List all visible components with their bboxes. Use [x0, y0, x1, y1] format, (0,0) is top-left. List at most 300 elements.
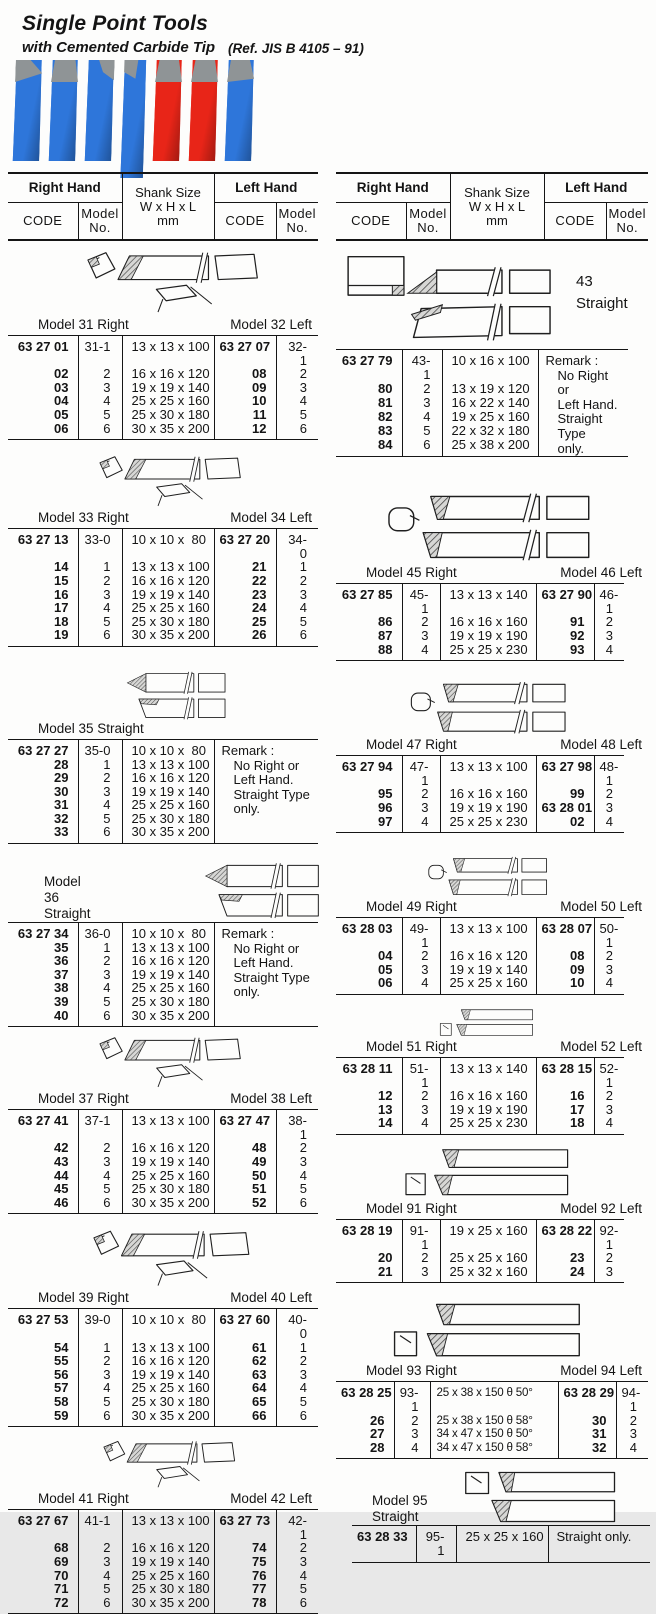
model-no-cell: 43-1 [402, 350, 442, 383]
shank-size-cell: 30 x 35 x 200 [122, 1196, 214, 1214]
code-cell: 24 [536, 1265, 594, 1283]
remark-line: No Right or [233, 757, 300, 773]
code-cell: 16 [536, 1089, 594, 1103]
code-cell: 42 [54, 1140, 69, 1156]
shank-size-cell: 13 x 13 x 100 [122, 1341, 214, 1355]
code-cell: 80 [378, 381, 393, 397]
shank-size-cell: 34 x 47 x 150 θ 58° [430, 1441, 558, 1459]
table-row [8, 336, 318, 368]
model-section [336, 1007, 648, 1135]
section-label: Model 35 Straight [38, 720, 144, 736]
tool-sketch [336, 249, 566, 349]
model-no-cell: 40-0 [276, 1309, 318, 1341]
model-no-cell: 2 [594, 1251, 624, 1265]
model-no-cell: 36-0 [78, 923, 122, 941]
section-label: Model 95 Straight [372, 1493, 428, 1525]
model-section [336, 487, 648, 661]
remark-line: Left Hand. [233, 955, 294, 971]
code-cell: 63 27 41 [17, 1113, 69, 1129]
code-cell: 09 [536, 963, 594, 977]
code-cell: 16 [54, 586, 69, 602]
code-cell: 63 28 29 [558, 1382, 616, 1414]
model-no-cell: 2 [78, 1354, 122, 1368]
model-no-cell: 32-1 [276, 336, 318, 368]
code-cell: 28 [54, 756, 69, 772]
model-no-cell: 3 [402, 963, 440, 977]
model-no-cell: 6 [78, 1596, 122, 1614]
code-cell: 26 [214, 628, 276, 646]
table-row [336, 1265, 624, 1283]
table-row [8, 1569, 318, 1583]
model-no-cell: 2 [594, 615, 624, 629]
model-section [8, 1226, 318, 1427]
tool-sketch [8, 1226, 308, 1290]
code-cell: 92 [536, 629, 594, 643]
spec-table [8, 528, 318, 647]
model-no-cell: 2 [594, 787, 624, 801]
table-row [336, 629, 624, 643]
code-cell: 63 27 27 [17, 742, 69, 758]
model-no-cell: 6 [276, 1196, 318, 1214]
shank-size-cell: 13 x 13 x 100 [122, 336, 214, 368]
model-no-cell: 6 [78, 422, 122, 440]
code-cell: 63 27 98 [536, 756, 594, 788]
code-cell: 18 [54, 613, 69, 629]
model-no-cell: 2 [276, 1141, 318, 1155]
model-no-cell: 1 [78, 941, 122, 955]
shank-size-cell: 13 x 13 x 100 [440, 918, 536, 950]
code-cell: 93 [536, 643, 594, 661]
shank-size-cell: 19 x 19 x 140 [122, 968, 214, 982]
table-row [336, 1441, 648, 1459]
shank-size-cell: 16 x 16 x 120 [122, 1354, 214, 1368]
model-no-cell: 35-0 [78, 739, 122, 757]
model-no-cell: 50-1 [594, 918, 624, 950]
model-no-cell: 31-1 [78, 336, 122, 368]
tool-sketch [8, 1033, 308, 1091]
model-no-cell: 5 [276, 615, 318, 629]
code-cell: 51 [214, 1182, 276, 1196]
model-no-cell: 34-0 [276, 529, 318, 561]
model-no-cell: 6 [402, 438, 442, 457]
table-row [336, 1382, 648, 1414]
shank-size-cell: 16 x 16 x 120 [440, 949, 536, 963]
standard-reference: (Ref. JIS B 4105 – 91) [228, 41, 364, 56]
model-no-cell: 5 [78, 995, 122, 1009]
spec-table [8, 1308, 318, 1427]
model-no-cell: 2 [402, 615, 440, 629]
code-cell: 63 27 34 [17, 926, 69, 942]
model-no-header: Model No. [276, 203, 318, 241]
model-no-cell: 5 [78, 1582, 122, 1596]
section-label-right-hand: Model 33 Right [38, 510, 129, 526]
code-cell: 69 [54, 1553, 69, 1569]
code-cell: 63 27 85 [341, 587, 393, 603]
tool-bit-photo [84, 60, 115, 161]
shank-size-cell: 10 x 10 x 80 [122, 1309, 214, 1341]
code-cell: 59 [54, 1407, 69, 1423]
model-no-cell: 6 [276, 1409, 318, 1427]
code-cell: 13 [378, 1101, 393, 1117]
model-no-cell: 4 [276, 1569, 318, 1583]
code-cell: 06 [378, 975, 393, 991]
code-cell: 64 [214, 1381, 276, 1395]
section-label-right-hand: Model 51 Right [366, 1039, 457, 1055]
code-cell: 30 [558, 1414, 616, 1428]
tool-bit-photo-row [14, 60, 253, 178]
shank-size-cell: 16 x 16 x 120 [122, 367, 214, 381]
table-row [336, 1414, 648, 1428]
model-no-cell: 6 [78, 1196, 122, 1214]
table-row [8, 1510, 318, 1542]
shank-size-cell: 30 x 35 x 200 [122, 1596, 214, 1614]
shank-size-cell: 19 x 19 x 140 [122, 1155, 214, 1169]
code-cell: 63 28 07 [536, 918, 594, 950]
code-cell: 63 27 01 [17, 339, 69, 354]
code-cell: 88 [378, 641, 393, 657]
model-no-cell: 3 [78, 588, 122, 602]
model-no-header: Model No. [406, 203, 450, 241]
remark-line: only. [233, 801, 260, 817]
section-label-left-hand: Model 46 Left [560, 565, 642, 581]
page-title: Single Point Tools [22, 12, 208, 35]
model-no-cell: 5 [78, 615, 122, 629]
model-no-cell: 39-0 [78, 1309, 122, 1341]
model-no-cell: 37-1 [78, 1110, 122, 1142]
code-cell: 19 [54, 627, 69, 643]
shank-size-cell: 25 x 25 x 160 [122, 1381, 214, 1395]
code-cell: 77 [214, 1582, 276, 1596]
model-no-cell: 33-0 [78, 529, 122, 561]
table-row [8, 1309, 318, 1341]
table-row [8, 1354, 318, 1368]
code-cell: 28 [370, 1439, 385, 1455]
model-no-cell: 4 [402, 815, 440, 833]
section-label-left-hand: Model 40 Left [230, 1290, 312, 1306]
code-cell: 56 [54, 1366, 69, 1382]
table-row [336, 949, 624, 963]
code-cell: 96 [378, 799, 393, 815]
table-row [336, 1220, 624, 1252]
code-cell: 63 28 03 [341, 921, 393, 937]
shank-size-cell: 16 x 16 x 120 [122, 574, 214, 588]
code-cell: 63 27 67 [17, 1513, 69, 1529]
tool-sketch [336, 853, 636, 899]
shank-size-cell: 25 x 30 x 180 [122, 1395, 214, 1409]
code-cell: 70 [54, 1567, 69, 1583]
section-label: Model 36 Straight [44, 874, 91, 922]
code-cell: 55 [54, 1353, 69, 1369]
table-row [336, 1103, 624, 1117]
model-no-cell: 5 [402, 424, 442, 438]
section-label-right-hand: Model 39 Right [38, 1290, 129, 1306]
model-section [336, 1299, 648, 1459]
left-hand-header: Left Hand [214, 173, 318, 203]
table-row [352, 1526, 650, 1562]
code-cell: 72 [54, 1594, 69, 1610]
table-row [8, 1541, 318, 1555]
section-label-left-hand: Model 94 Left [560, 1363, 642, 1379]
model-no-cell: 91-1 [402, 1220, 440, 1252]
model-no-cell: 48-1 [594, 756, 624, 788]
remark-line: Remark : [545, 353, 599, 368]
shank-size-cell: 25 x 25 x 230 [440, 643, 536, 661]
spec-table [336, 1381, 648, 1459]
code-cell: 61 [214, 1341, 276, 1355]
table-row [8, 574, 318, 588]
section-label-right-hand: Model 37 Right [38, 1091, 129, 1107]
shank-size-cell: 19 x 19 x 190 [440, 1103, 536, 1117]
table-row [8, 615, 318, 629]
code-cell: 87 [378, 627, 393, 643]
code-cell: 63 [214, 1368, 276, 1382]
model-no-cell: 5 [276, 408, 318, 422]
code-cell: 08 [214, 367, 276, 381]
model-no-cell: 2 [402, 1251, 440, 1265]
shank-size-cell: 10 x 10 x 80 [122, 739, 214, 757]
code-cell: 21 [214, 560, 276, 574]
tool-sketch [8, 247, 308, 317]
table-row [336, 584, 624, 616]
shank-size-cell: 25 x 30 x 180 [122, 995, 214, 1009]
tool-bit-photo [12, 60, 43, 161]
code-cell: 24 [214, 601, 276, 615]
model-no-cell: 2 [78, 1541, 122, 1555]
model-no-cell: 3 [402, 1103, 440, 1117]
remark-line: Remark : [221, 742, 275, 758]
model-no-cell: 3 [594, 801, 624, 815]
code-cell: 63 27 07 [214, 336, 276, 368]
model-no-cell: 4 [78, 1569, 122, 1583]
section-label-left-hand: Model 48 Left [560, 737, 642, 753]
table-row [8, 1596, 318, 1614]
model-no-cell: 3 [594, 1103, 624, 1117]
model-no-cell: 6 [78, 825, 122, 843]
shank-size-cell: 30 x 35 x 200 [122, 628, 214, 646]
model-no-cell: 46-1 [594, 584, 624, 616]
model-no-cell: 4 [276, 394, 318, 408]
table-row [336, 350, 628, 383]
code-cell: 12 [378, 1088, 393, 1104]
remark-cell [214, 923, 318, 1027]
code-cell: 63 28 22 [536, 1220, 594, 1252]
model-no-cell: 47-1 [402, 756, 440, 788]
tool-sketch [336, 487, 636, 565]
code-cell: 40 [54, 1007, 69, 1023]
model-no-cell: 2 [594, 949, 624, 963]
shank-size-cell: 13 x 13 x 100 [122, 1110, 214, 1142]
model-no-cell: 4 [276, 601, 318, 615]
code-cell: 23 [214, 588, 276, 602]
table-row [8, 1409, 318, 1427]
code-cell: 99 [536, 787, 594, 801]
code-cell: 81 [378, 395, 393, 411]
shank-size-cell: 30 x 35 x 200 [122, 422, 214, 440]
model-no-cell: 49-1 [402, 918, 440, 950]
carbide-tip [51, 60, 79, 82]
code-cell: 75 [214, 1555, 276, 1569]
note-cell: Straight only. [548, 1526, 650, 1562]
code-cell: 08 [536, 949, 594, 963]
shank-size-cell: 16 x 22 x 140 [442, 396, 538, 410]
code-cell: 68 [54, 1540, 69, 1556]
code-cell: 71 [54, 1581, 69, 1597]
model-no-cell: 3 [402, 1265, 440, 1283]
shank-size-cell: 25 x 25 x 160 [122, 1169, 214, 1183]
model-no-cell: 3 [276, 1555, 318, 1569]
shank-size-cell: 13 x 13 x 100 [440, 756, 536, 788]
model-no-cell: 3 [594, 963, 624, 977]
column-header-table [336, 172, 648, 241]
code-cell: 15 [54, 572, 69, 588]
code-cell: 23 [536, 1251, 594, 1265]
table-row [8, 1141, 318, 1155]
code-cell: 39 [54, 994, 69, 1010]
shank-size-cell: 16 x 16 x 120 [122, 954, 214, 968]
model-no-cell: 3 [402, 801, 440, 815]
shank-size-cell: 19 x 25 x 160 [440, 1220, 536, 1252]
model-section [8, 1437, 318, 1614]
section-label-right-hand: Model 93 Right [366, 1363, 457, 1379]
model-no-cell: 3 [78, 1368, 122, 1382]
table-row [8, 1555, 318, 1569]
code-cell: 57 [54, 1380, 69, 1396]
shank-size-cell: 30 x 35 x 200 [122, 1409, 214, 1427]
model-section [336, 1469, 648, 1562]
model-section [336, 853, 648, 995]
model-no-cell: 5 [78, 408, 122, 422]
shank-size-cell: 19 x 19 x 190 [440, 801, 536, 815]
table-row [336, 1089, 624, 1103]
table-row [336, 918, 624, 950]
tool-bit-photo [120, 60, 147, 178]
section-label-right-hand: Model 49 Right [366, 899, 457, 915]
code-cell: 58 [54, 1393, 69, 1409]
shank-size-cell: 25 x 25 x 160 [122, 1569, 214, 1583]
code-cell: 46 [54, 1194, 69, 1210]
model-no-cell: 1 [78, 560, 122, 574]
code-cell: 52 [214, 1196, 276, 1214]
code-header: CODE [23, 213, 63, 228]
model-no-cell: 4 [276, 1381, 318, 1395]
code-cell: 02 [536, 815, 594, 833]
model-no-cell: 95-1 [416, 1526, 456, 1562]
tool-sketch [8, 669, 308, 721]
model-no-cell: 4 [616, 1441, 648, 1459]
shank-size-cell: 25 x 30 x 180 [122, 1182, 214, 1196]
remark-line: Straight Type [557, 411, 603, 441]
section-label-left-hand: Model 50 Left [560, 899, 642, 915]
shank-size-cell: 25 x 25 x 230 [440, 1116, 536, 1134]
model-no-cell: 3 [78, 785, 122, 799]
shank-size-cell: 13 x 13 x 100 [122, 1510, 214, 1542]
code-cell: 63 28 25 [341, 1385, 392, 1401]
model-no-cell: 3 [402, 629, 440, 643]
code-cell: 76 [214, 1569, 276, 1583]
shank-size-cell: 19 x 19 x 140 [440, 963, 536, 977]
model-section [8, 1033, 318, 1214]
model-no-cell: 6 [78, 628, 122, 646]
shank-size-cell: 25 x 30 x 180 [122, 615, 214, 629]
model-no-cell: 6 [276, 422, 318, 440]
model-no-cell: 3 [276, 1368, 318, 1382]
shank-size-header: Shank Size W x H x L mm [122, 173, 214, 240]
model-no-cell: 5 [276, 1182, 318, 1196]
model-no-cell: 2 [276, 1541, 318, 1555]
model-no-cell: 4 [78, 1381, 122, 1395]
table-row [336, 615, 624, 629]
table-row [8, 1582, 318, 1596]
code-cell: 29 [54, 770, 69, 786]
model-no-cell: 3 [276, 1155, 318, 1169]
table-row [8, 1395, 318, 1409]
table-row [8, 381, 318, 395]
code-cell: 35 [54, 939, 69, 955]
model-no-cell: 38-1 [276, 1110, 318, 1142]
model-no-cell: 2 [594, 1089, 624, 1103]
model-no-cell: 2 [616, 1414, 648, 1428]
table-row [8, 1196, 318, 1214]
model-no-cell: 92-1 [594, 1220, 624, 1252]
table-row [8, 1381, 318, 1395]
model-section [8, 669, 318, 844]
shank-size-cell: 13 x 13 x 100 [122, 758, 214, 772]
remark-line: Left Hand. [233, 772, 294, 788]
spec-table [8, 739, 318, 844]
model-no-cell: 4 [78, 798, 122, 812]
code-cell: 63 27 79 [341, 353, 393, 368]
shank-size-cell: 19 x 25 x 160 [442, 410, 538, 424]
model-no-cell: 1 [276, 560, 318, 574]
table-row [8, 1368, 318, 1382]
code-cell: 63 28 11 [342, 1061, 393, 1077]
carbide-tip [191, 60, 219, 82]
model-section [336, 677, 648, 833]
carbide-tip [155, 60, 183, 82]
code-cell: 43 [54, 1154, 69, 1169]
model-no-cell: 4 [78, 981, 122, 995]
remark-line: only. [233, 984, 260, 1000]
tool-sketch [8, 452, 308, 510]
shank-size-cell: 25 x 25 x 160 [440, 976, 536, 994]
shank-size-cell: 25 x 32 x 160 [440, 1265, 536, 1283]
code-cell: 25 [214, 615, 276, 629]
shank-size-cell: 16 x 16 x 120 [122, 1141, 214, 1155]
tool-sketch [8, 1437, 308, 1491]
table-row [8, 628, 318, 646]
spec-table [8, 922, 318, 1027]
code-cell: 44 [54, 1167, 69, 1183]
model-section [8, 247, 318, 440]
table-row [8, 394, 318, 408]
table-row [336, 787, 624, 801]
shank-size-cell: 25 x 38 x 150 θ 58° [430, 1414, 558, 1428]
code-cell: 32 [558, 1441, 616, 1459]
model-no-cell: 2 [78, 367, 122, 381]
code-cell: 45 [54, 1181, 69, 1197]
model-no-cell: 4 [402, 976, 440, 994]
code-cell: 09 [214, 381, 276, 395]
code-cell: 66 [214, 1409, 276, 1427]
tool-bit-photo [224, 60, 255, 161]
right-hand-header: Right Hand [336, 173, 450, 203]
shank-size-cell: 30 x 35 x 200 [122, 1009, 214, 1027]
shank-size-cell: 16 x 16 x 160 [440, 1089, 536, 1103]
model-no-cell: 3 [616, 1427, 648, 1441]
table-row [8, 588, 318, 602]
code-cell: 63 27 20 [214, 529, 276, 561]
section-label-right-hand: Model 91 Right [366, 1201, 457, 1217]
